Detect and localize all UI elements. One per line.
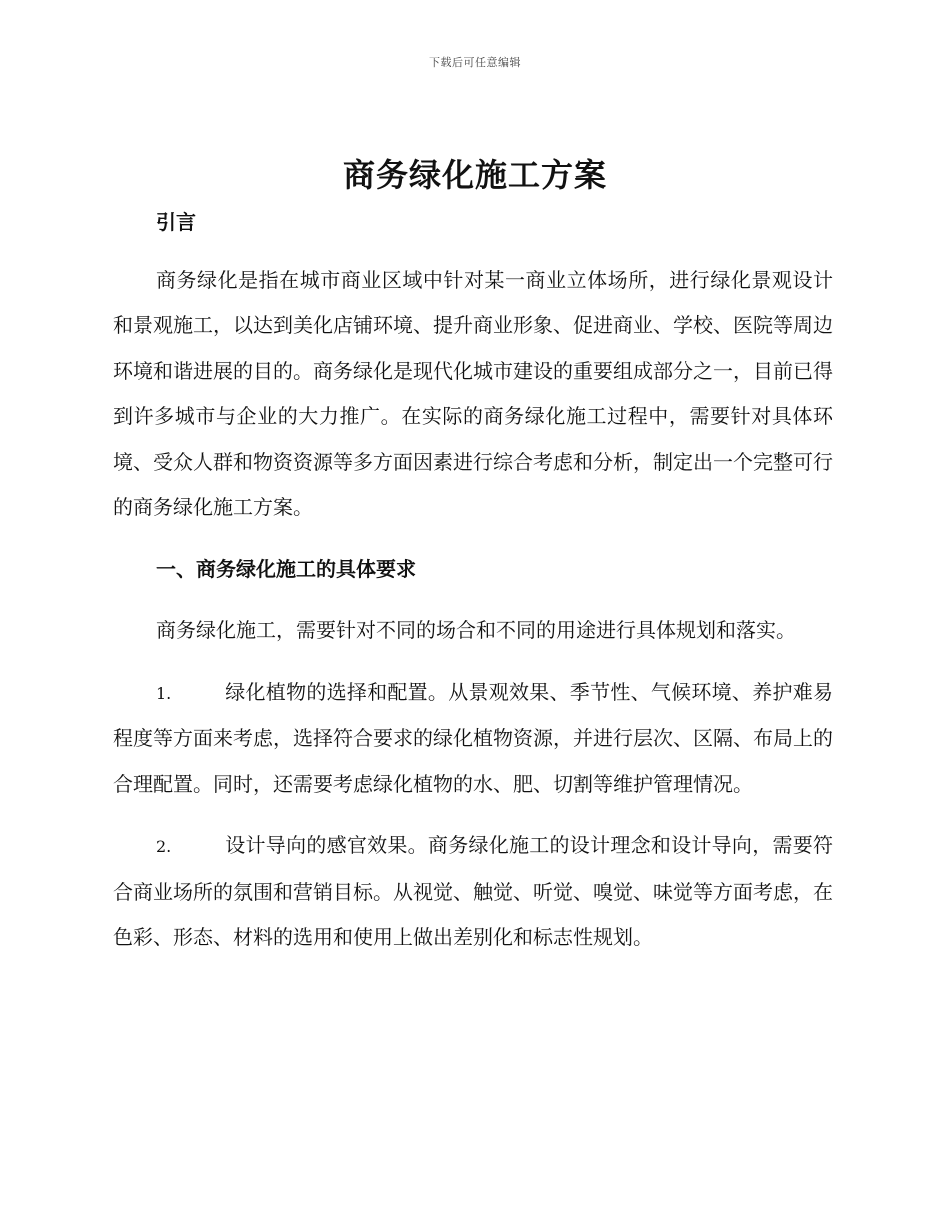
spacer: [113, 807, 833, 823]
list-item-text: 绿化植物的选择和配置。从景观效果、季节性、气候环境、养护难易程度等方面来考虑，选择符合要求的绿化植物资源，并进行层次、区隔、布局上的合理配置。同时，还需要考虑绿化植物的水、肥、切割等维护管理情况。: [113, 679, 833, 796]
list-item-text: 设计导向的感官效果。商务绿化施工的设计理念和设计导向，需要符合商业场所的氛围和营销目标。从视觉、触觉、听觉、嗅觉、味觉等方面考虑，在色彩、形态、材料的选用和使用上做出差别化和标志性规划。: [113, 833, 833, 949]
intro-heading: 引言: [156, 210, 196, 234]
spacer: [113, 592, 833, 608]
intro-paragraph: 商务绿化是指在城市商业区域中针对某一商业立体场所，进行绿化景观设计和景观施工，以达到美化店铺环境、提升商业形象、促进商业、学校、医院等周边环境和谐进展的目的。商务绿化是现代化城市建设的重要组成部分之一，目前已得到许多城市与企业的大力推广。在实际的商务绿化施工过程中，需要针对具体环境、受众人群和物资资源等多方面因素进行综合考虑和分析，制定出一个完整可行的商务绿化施工方案。: [113, 267, 833, 519]
spacer: [113, 531, 833, 547]
list-item: [113, 670, 833, 808]
list-item-number: 2.: [156, 837, 172, 856]
section1-paragraph: 商务绿化施工，需要针对不同的场合和不同的用途进行具体规划和落实。: [156, 618, 796, 642]
spacer: [113, 654, 833, 670]
spacer: [113, 246, 833, 258]
document-title: 商务绿化施工方案: [342, 156, 607, 194]
list-item: [113, 823, 833, 961]
section1-heading: 一、商务绿化施工的具体要求: [156, 556, 416, 581]
list-item-number: 1.: [156, 683, 172, 703]
header-note: 下载后可任意编辑: [429, 56, 521, 69]
document-body: [113, 200, 833, 961]
